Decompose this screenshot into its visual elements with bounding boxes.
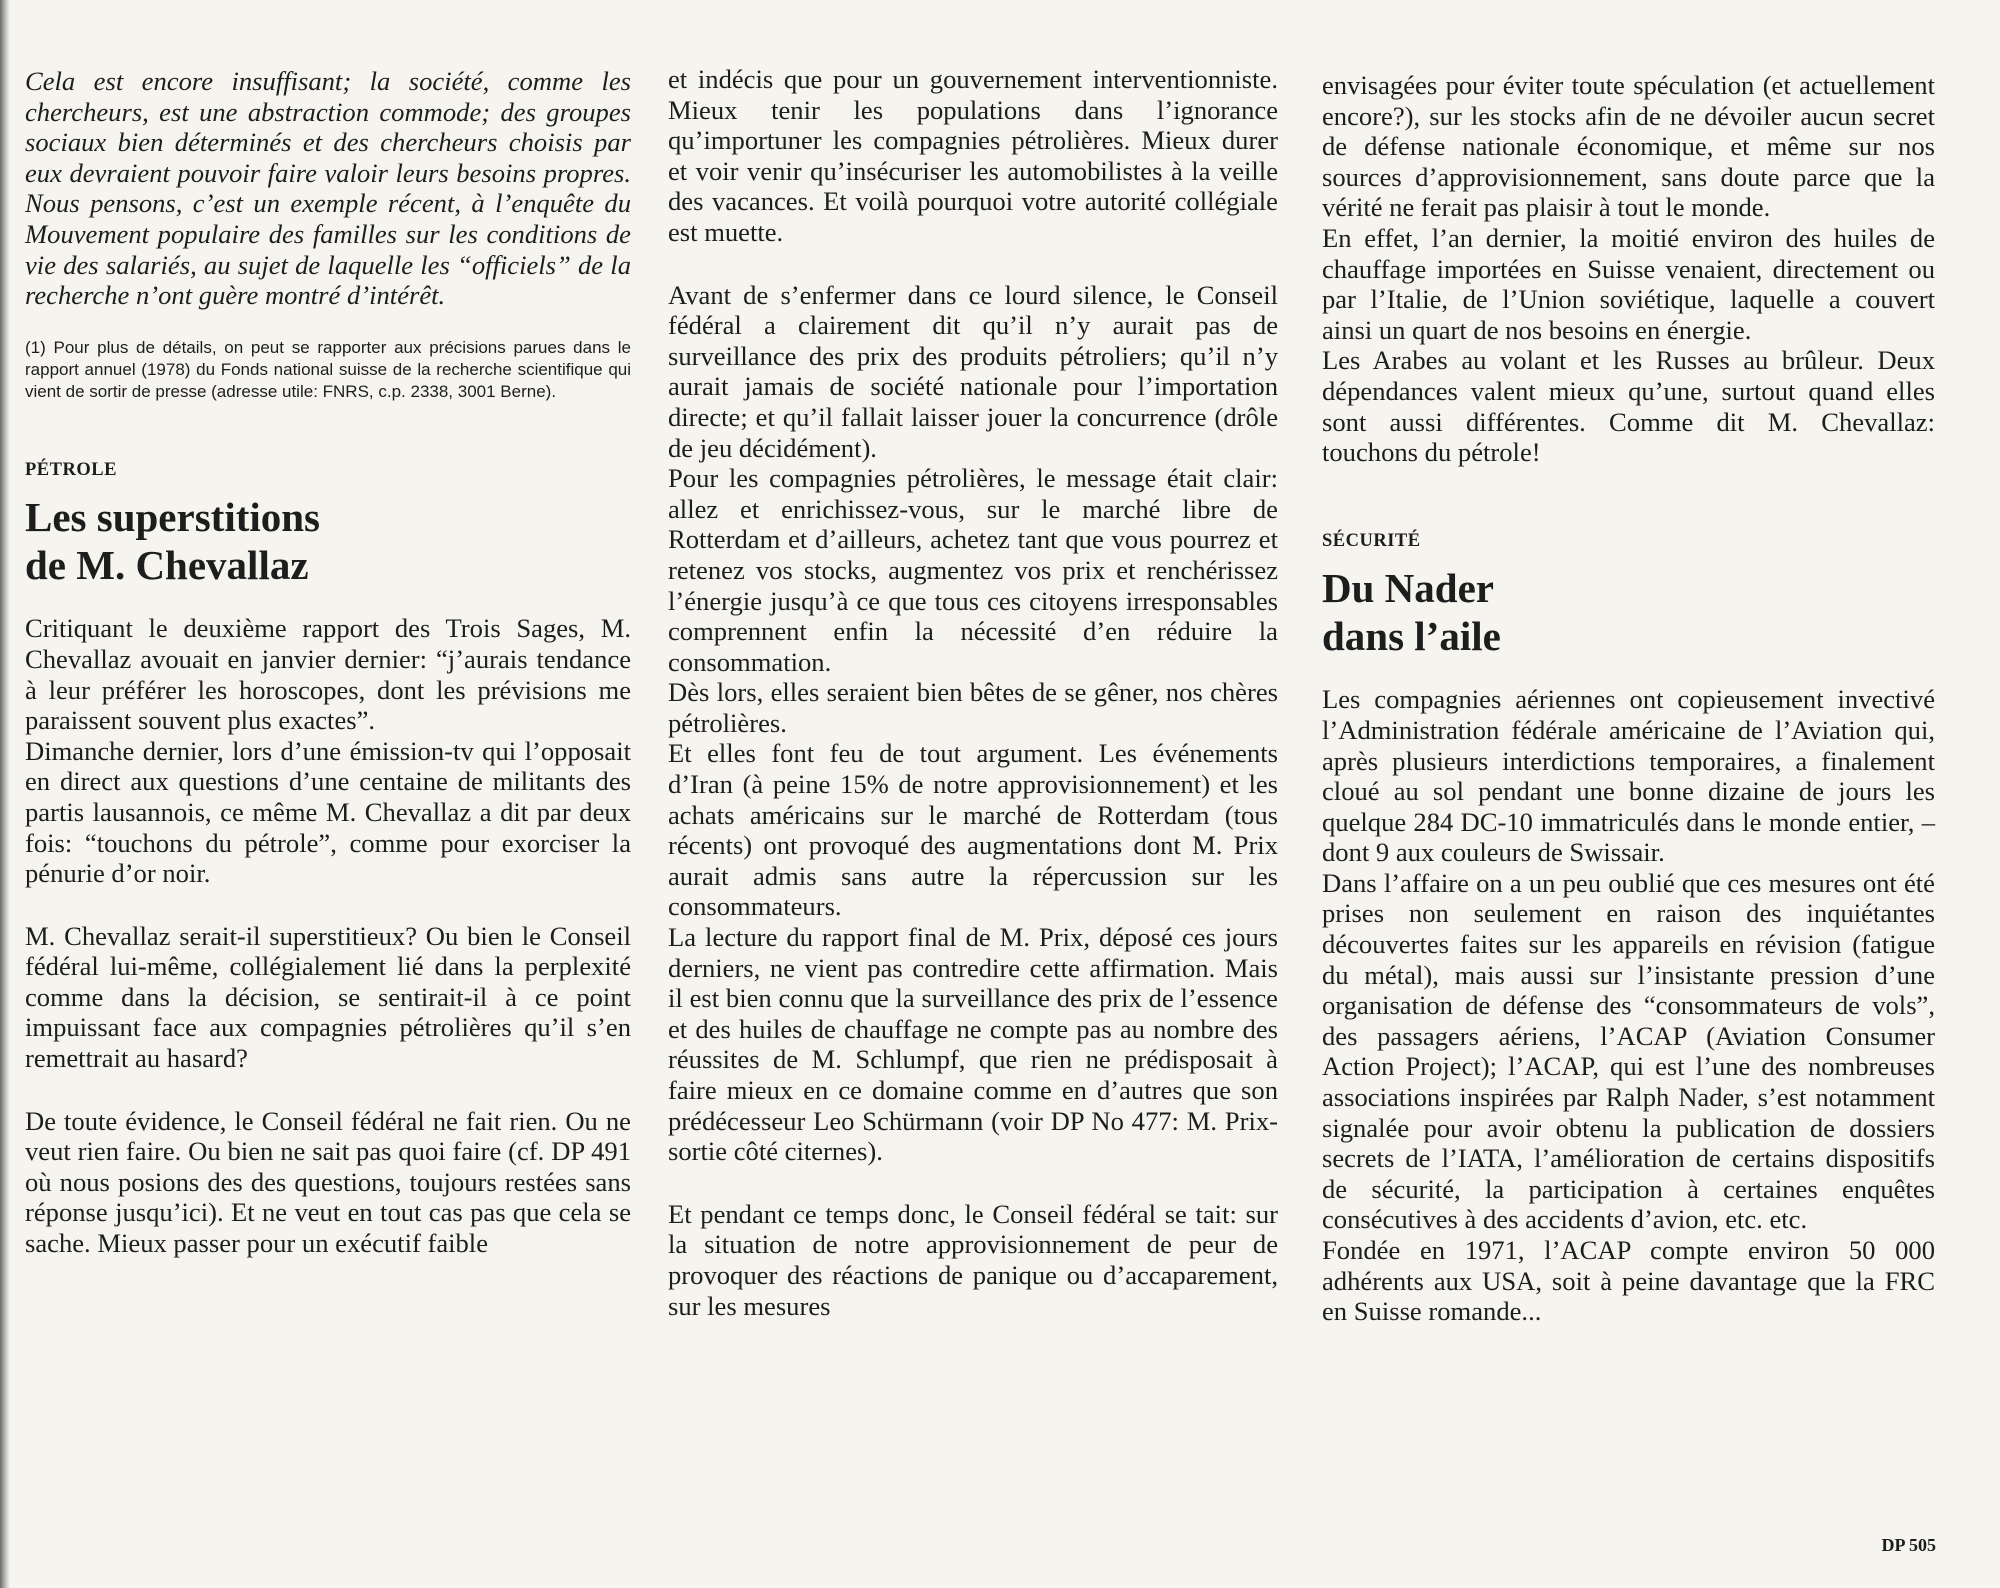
title-line-2: de M. Chevallaz	[25, 542, 309, 589]
body-paragraph: M. Chevallaz serait-il superstitieux? Ou bien le Conseil fédéral lui-même, collégialement lié dans la perplexité comme dans la décision, se sentirait-il à ce point impuissant face aux compagnies pétrolières qu’il s’en remettrait au hasard?	[25, 920, 631, 1074]
body-paragraph: Dès lors, elles seraient bien bêtes de se gêner, nos chères pétrolières.	[668, 677, 1278, 738]
column-2	[668, 64, 1278, 1321]
body-paragraph: Dans l’affaire on a un peu oublié que ces mesures ont été prises non seulement en raison des inquiétantes découvertes faites sur les appareils en révision (fatigue du métal), mais aussi sur l’insistante pression d’une organisation de défense des “consommateurs de vols”, des passagers aériens, l’ACAP (Aviation Consumer Action Project); l’ACAP, qui est l’une des nombreuses associations inspirées par Ralph Nader, s’est notamment signalée pour avoir obtenu la publication de dossiers secrets de l’IATA, l’amélioration de certains dispositifs de sécurité, la participation à certaines enquêtes consécutives à des accidents d’avion, etc. etc.	[1322, 867, 1935, 1235]
column-1	[25, 66, 631, 1259]
section-kicker-securite: SÉCURITÉ	[1322, 530, 1421, 551]
body-paragraph: Les Arabes au volant et les Russes au brûleur. Deux dépendances valent mieux qu’une, surtout quand elles sont aussi différentes. Comme dit M. Chevallaz: touchons du pétrole!	[1322, 345, 1935, 468]
footnote: (1) Pour plus de détails, on peut se rapporter aux précisions parues dans le rapport annuel (1978) du Fonds national suisse de la recherche scientifique qui vient de sortir de presse (adresse utile: FNRS, c.p. 2338, 3001 Berne).	[25, 337, 631, 401]
article-title-petrole	[25, 493, 631, 589]
body-paragraph: envisagées pour éviter toute spéculation (et actuellement encore?), sur les stocks afin de ne dévoiler aucun secret de défense nationale économique, et même sur nos sources d’approvisionnement, sans doute parce que la vérité ne ferait pas plaisir à tout le monde.	[1322, 70, 1935, 223]
body-paragraph: Pour les compagnies pétrolières, le message était clair: allez et enrichissez-vous, sur le marché libre de Rotterdam et d’ailleurs, achetez tant que vous pourrez et retenez vos stocks, augmentez vos prix et renchérissez l’énergie jusqu’à ce que tous ces citoyens irresponsables comprennent enfin la nécessité d’en réduire la consommation.	[668, 463, 1278, 677]
intro-paragraph: Cela est encore insuffisant; la société, comme les chercheurs, est une abstraction commode; des groupes sociaux bien déterminés et des chercheurs choisis par eux devraient pouvoir faire valoir leurs besoins propres. Nous pensons, c’est un exemple récent, à l’enquête du Mouvement populaire des familles sur les conditions de vie des salariés, au sujet de laquelle les “officiels” de la recherche n’ont guère montré d’intérêt.	[25, 66, 631, 311]
page-folio: DP 505	[1881, 1535, 1936, 1555]
body-paragraph: En effet, l’an dernier, la moitié environ des huiles de chauffage importées en Suisse venaient, directement ou par l’Italie, de l’Union soviétique, laquelle a couvert ainsi un quart de nos besoins en énergie.	[1322, 222, 1935, 345]
title-line-1: Les superstitions	[25, 494, 321, 541]
body-paragraph: Fondée en 1971, l’ACAP compte environ 50 000 adhérents aux USA, soit à peine davantage que la FRC en Suisse romande...	[1322, 1235, 1935, 1327]
column-3	[1322, 70, 1935, 1327]
page-edge-shadow	[0, 0, 10, 1588]
article-title-securite	[1322, 564, 1935, 660]
body-paragraph: Et elles font feu de tout argument. Les événements d’Iran (à peine 15% de notre approvisionnement) et les achats américains sur le marché de Rotterdam (tous récents) ont provoqué des augmentations dont M. Prix aurait admis sans autre la répercussion sur les consommateurs.	[668, 738, 1278, 922]
body-paragraph: Les compagnies aériennes ont copieusement invectivé l’Administration fédérale américaine de l’Aviation qui, après plusieurs interdictions temporaires, a finalement cloué au sol pendant une bonne dizaine de jours les quelque 284 DC-10 immatriculés dans le monde entier, – dont 9 aux couleurs de Swissair.	[1322, 684, 1935, 868]
section-kicker-petrole: PÉTROLE	[25, 459, 117, 480]
body-paragraph: Dimanche dernier, lors d’une émission-tv qui l’opposait en direct aux questions d’une centaine de militants des partis lausannois, ce même M. Chevallaz a dit par deux fois: “touchons du pétrole”, comme pour exorciser la pénurie d’or noir.	[25, 735, 631, 889]
body-paragraph: Et pendant ce temps donc, le Conseil fédéral se tait: sur la situation de notre approvisionnement de peur de provoquer des réactions de panique ou d’accaparement, sur les mesures	[668, 1198, 1278, 1321]
body-paragraph: Critiquant le deuxième rapport des Trois Sages, M. Chevallaz avouait en janvier dernier: “j’aurais tendance à leur préférer les horoscopes, dont les prévisions me paraissent souvent plus exactes”.	[25, 613, 631, 736]
body-paragraph: La lecture du rapport final de M. Prix, déposé ces jours derniers, ne vient pas contredire cette affirmation. Mais il est bien connu que la surveillance des prix de l’essence et des huiles de chauffage ne compte pas au nombre des réussites de M. Schlumpf, que rien ne prédisposait à faire mieux en ce domaine comme en d’autres que son prédécesseur Leo Schürmann (voir DP No 477: M. Prix-sortie côté citernes).	[668, 922, 1278, 1167]
title-line-2: dans l’aile	[1322, 613, 1501, 660]
body-paragraph: Avant de s’enfermer dans ce lourd silence, le Conseil fédéral a clairement dit qu’il n’y aurait pas de surveillance des prix des produits pétroliers; qu’il n’y aurait jamais de société nationale pour l’importation directe; et qu’il fallait laisser jouer la concurrence (drôle de jeu décidément).	[668, 279, 1278, 463]
body-paragraph: De toute évidence, le Conseil fédéral ne fait rien. Ou ne veut rien faire. Ou bien ne sait pas quoi faire (cf. DP 491 où nous posions des des questions, toujours restées sans réponse jusqu’ici). Et ne veut en tout cas pas que cela se sache. Mieux passer pour un exécutif faible	[25, 1105, 631, 1259]
body-paragraph: et indécis que pour un gouvernement interventionniste. Mieux tenir les populations dans l’ignorance qu’importuner les compagnies pétrolières. Mieux durer et voir venir qu’insécuriser les automobilistes à la veille des vacances. Et voilà pourquoi votre autorité collégiale est muette.	[668, 64, 1278, 247]
title-line-1: Du Nader	[1322, 565, 1494, 612]
